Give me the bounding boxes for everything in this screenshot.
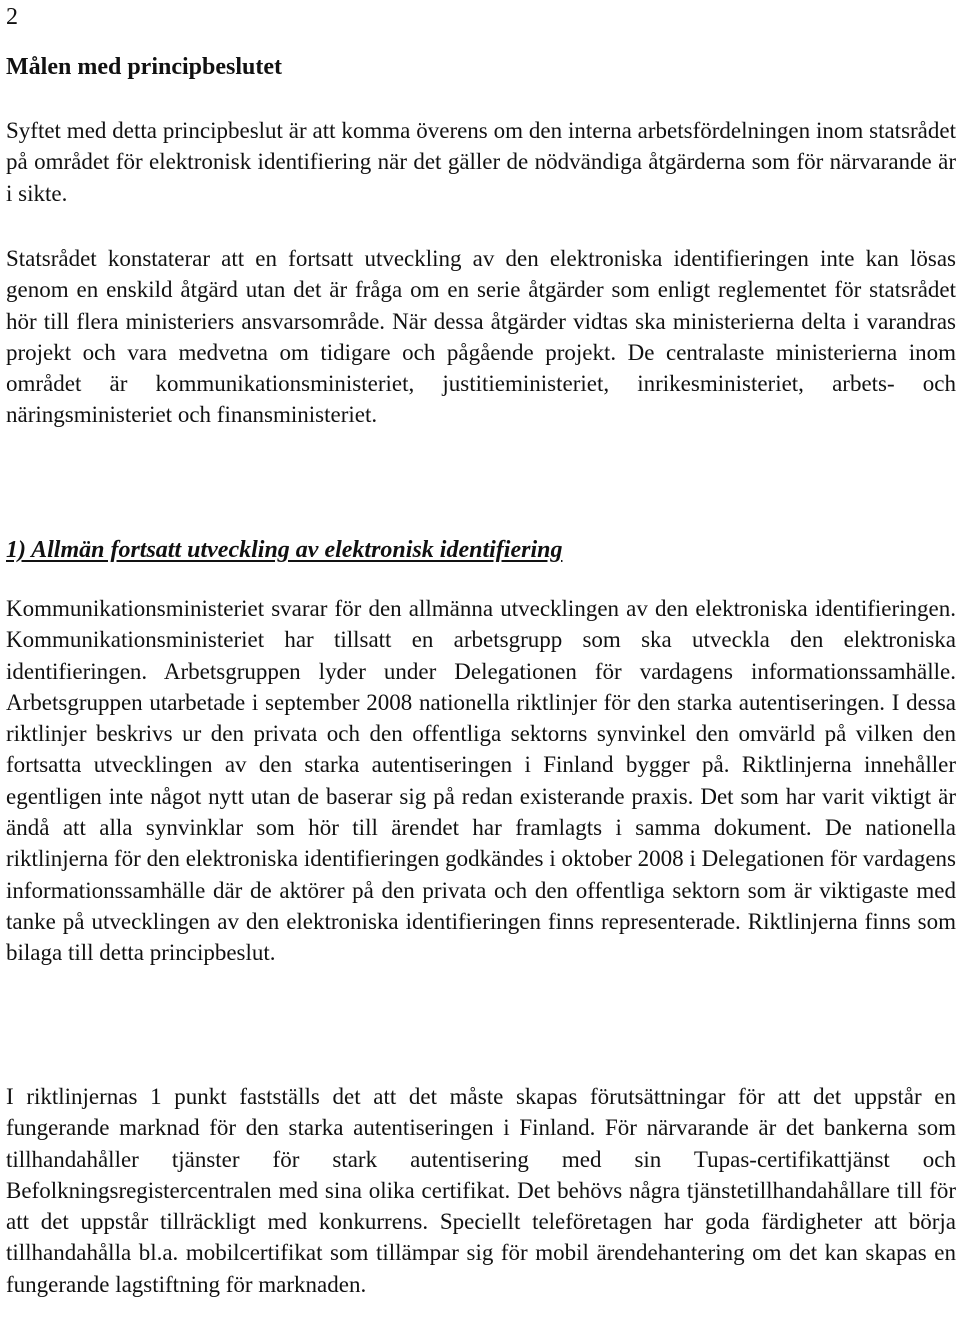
section-1-paragraph-2: I riktlinjernas 1 punkt fastställs det att det måste skapas förutsättningar för att det uppstår en fungerande marknad för den starka autentiseringen i Finland. För närvarande är det bankerna som tillhandahåller tjänster för stark autentisering med sin Tupas-certifikattjänst och Befolkningsregistercentralen med sina olika certifikat. Det behövs några tjänstetillhandahållare till för att det uppstår tillräckligt med konkurrens. Speciellt teleföretagen har goda färdigheter att börja tillhandahålla bl.a. mobilcertifikat som tillämpar sig för mobil ärendehantering om det kan skapas en fungerande lagstiftning för marknaden. xyxy=(6,1084,956,1297)
intro-paragraph-2: Statsrådet konstaterar att en fortsatt utveckling av den elektroniska identifieringen inte kan lösas genom en enskild åtgärd utan det är fråga om en serie åtgärder som enligt reglementet för statsrådet hör till flera ministeriers ansvarsområde. När dessa åtgärder vidtas ska ministerierna delta i varandras projekt och vara medvetna om tidigare och pågående projekt. De centralaste ministerierna inom området är kommunikationsministeriet, justitieministeriet, inrikesministeriet, arbets- och näringsministeriet och finansministeriet. xyxy=(6,246,956,428)
page-title: Målen med principbeslutet xyxy=(6,54,282,80)
page-number: 2 xyxy=(6,4,18,30)
section-1-paragraph-1: Kommunikationsministeriet svarar för den allmänna utvecklingen av den elektroniska identifieringen. Kommunikationsministeriet har tillsatt en arbetsgrupp som ska utveckla den elektroniska identifieringen. Arbetsgruppen lyder under Delegationen för vardagens informationssamhälle. Arbetsgruppen utarbetade i september 2008 nationella riktlinjer för den starka autentiseringen. I dessa riktlinjer beskrivs ur den privata och den offentliga sektorns synvinkel den omvärld på vilken den fortsatta utvecklingen av den starka autentiseringen i Finland bygger på. Riktlinjerna innehåller egentligen inte något nytt utan de baserar sig på redan existerande praxis. Det som har varit viktigt är ändå att alla synvinklar som hör till ärendet har framlagts i samma dokument. De nationella riktlinjerna för den elektroniska identifieringen godkändes i oktober 2008 i Delegationen för vardagens informationssamhälle där de aktörer på den privata och den offentliga sektorn som är viktigaste med tanke på utvecklingen av den elektroniska identifieringen finns representerade. Riktlinjerna finns som bilaga till detta principbeslut. xyxy=(6,596,956,966)
intro-paragraph-1: Syftet med detta principbeslut är att komma överens om den interna arbetsfördelningen inom statsrådet på området för elektronisk identifiering när det gäller de nödvändiga åtgärderna som för närvarande är i sikte. xyxy=(6,118,956,206)
section-1-heading: 1) Allmän fortsatt utveckling av elektronisk identifiering xyxy=(6,537,563,563)
